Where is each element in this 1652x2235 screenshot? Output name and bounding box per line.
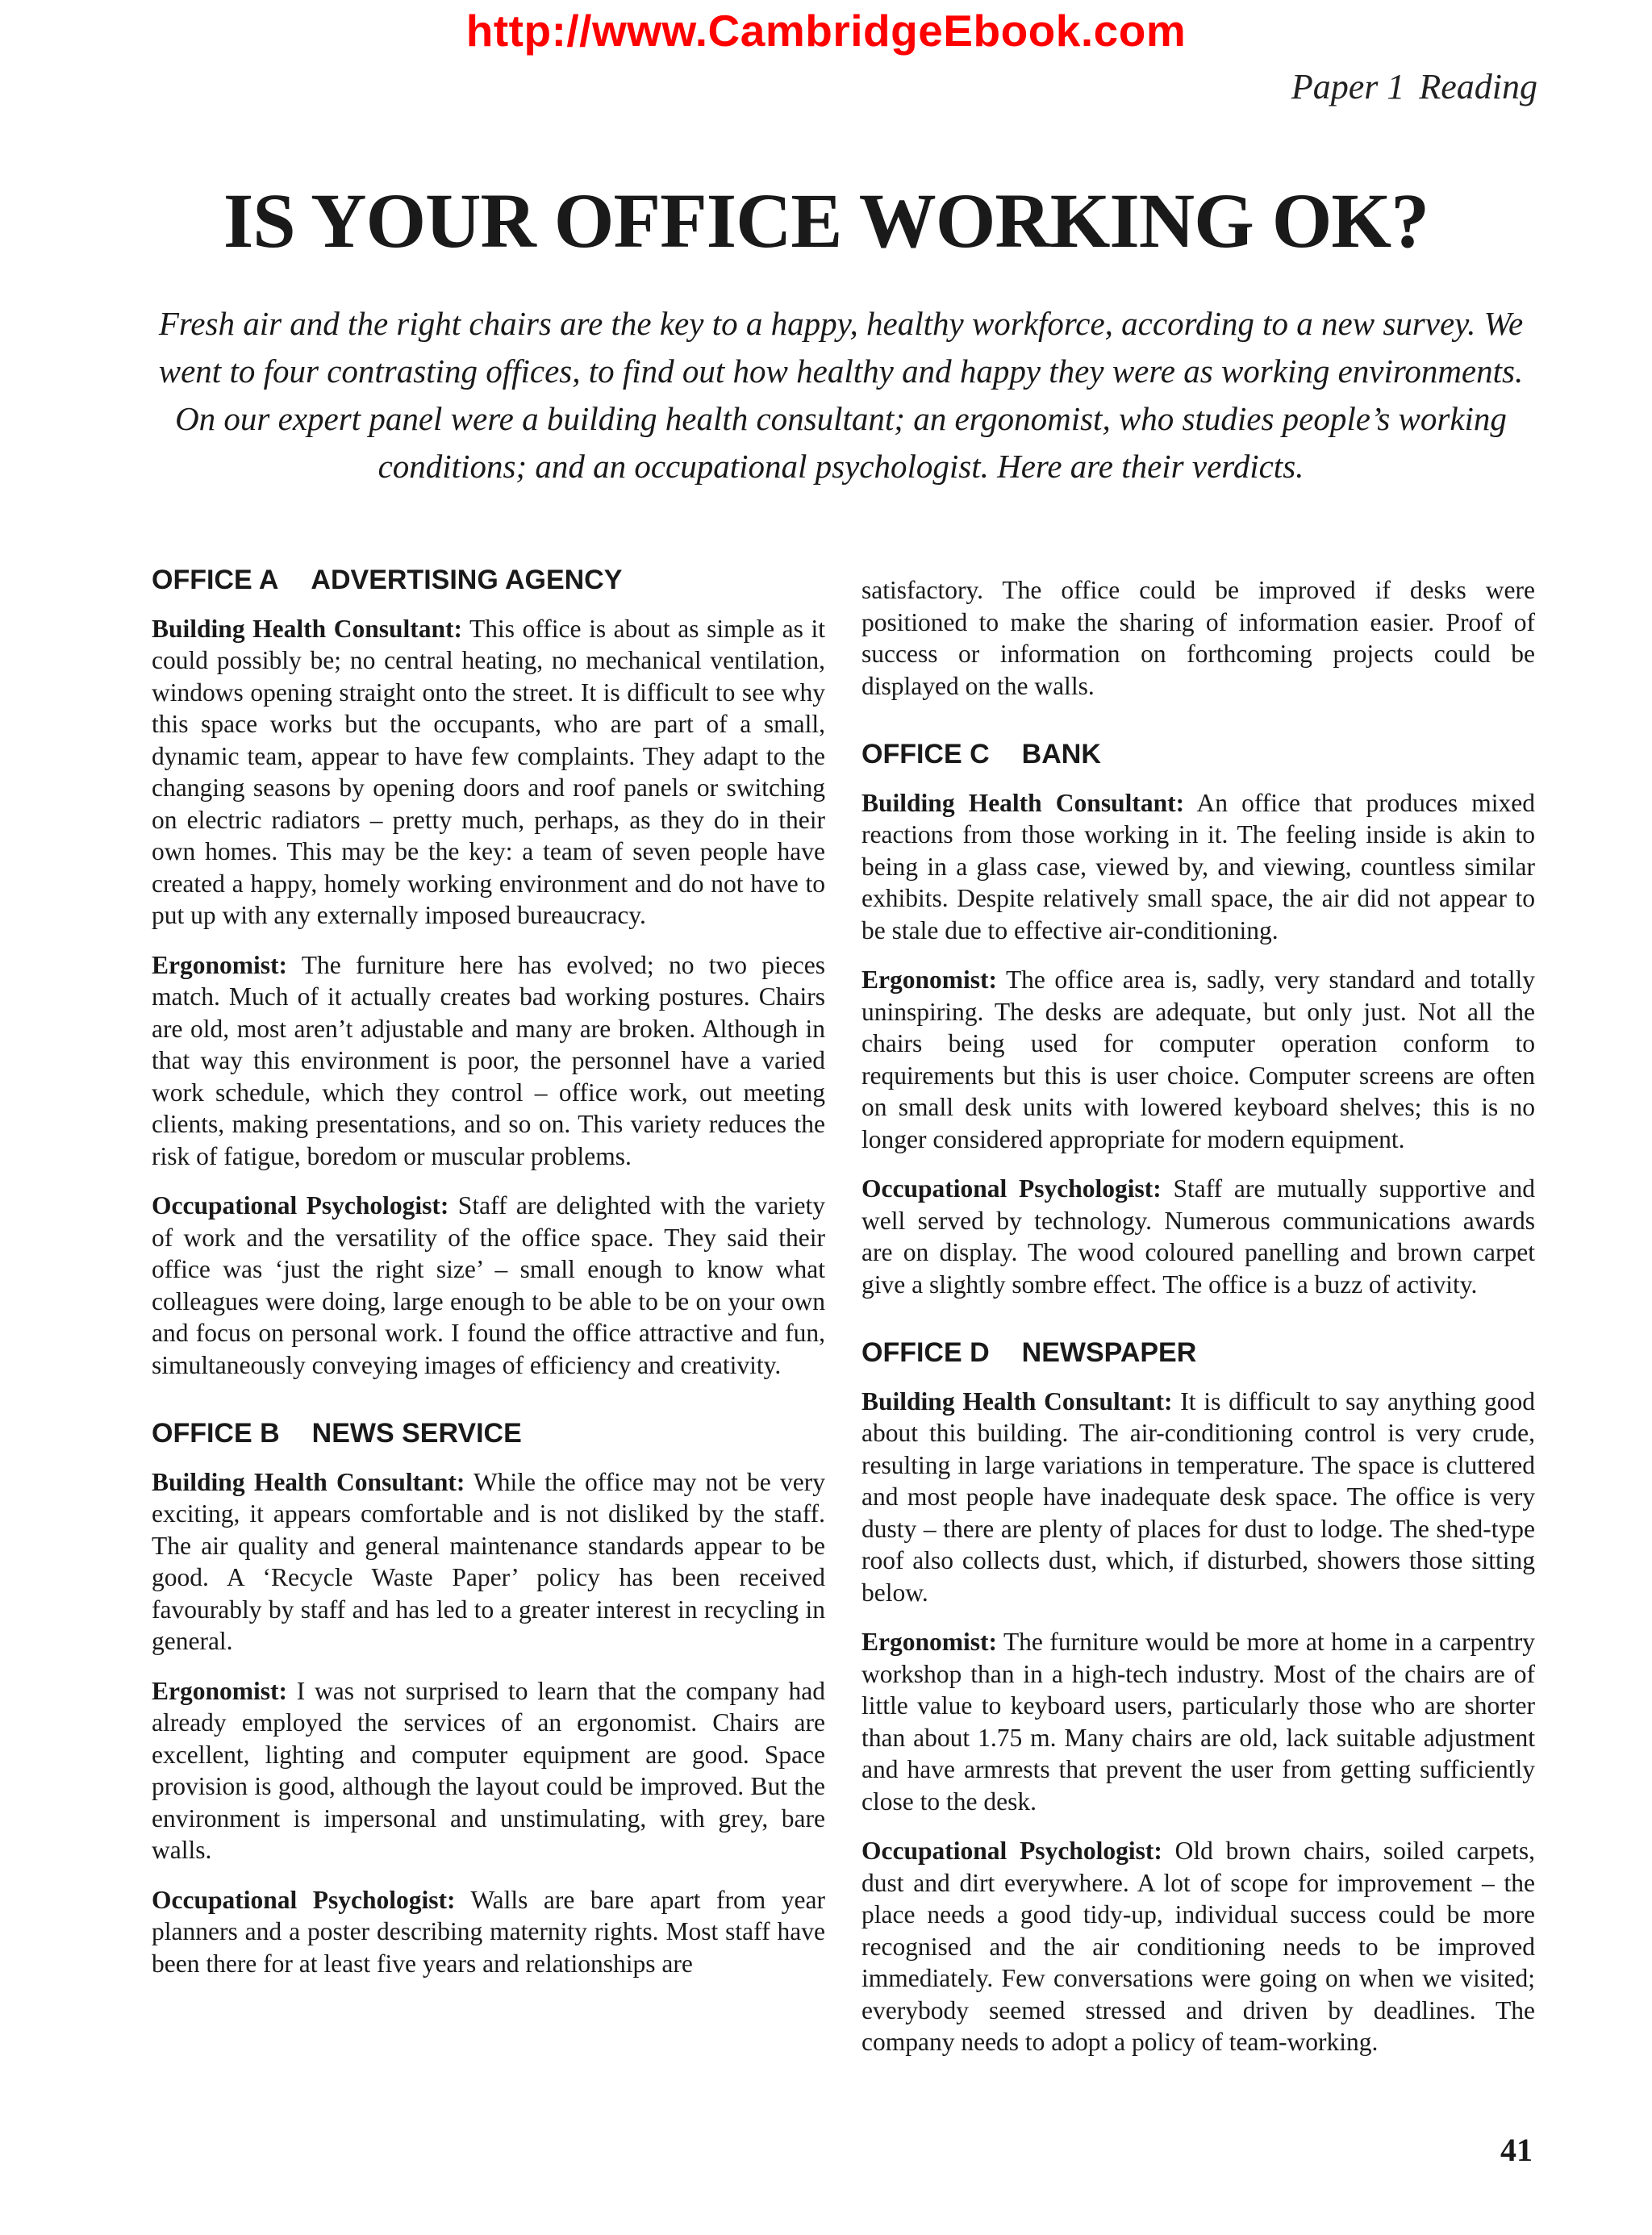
office-b-heading <box>152 1418 825 1450</box>
office-b-psy-para-cont: satisfactory. The office could be improved if desks were positioned to make the sharing of information easier. Proof of success or information on forthcoming projects could be displayed on the walls. <box>861 576 1535 700</box>
office-d-bhc-para <box>861 1386 1535 1609</box>
speaker-label: Building Health Consultant: <box>861 788 1185 817</box>
office-d-section <box>861 1337 1535 2058</box>
para-text: Walls are bare apart from year planners and a poster describing maternity rights. Most staff have been there for at least five years and relationships are <box>152 1885 825 1978</box>
office-b-psy-para <box>152 1884 825 1980</box>
para-text: I was not surprised to learn that the company had already employed the services of an ergonomist. Chairs are excellent, lighting and computer equipment are good. Space provision is good, although the layout could be improved. But the environment is impersonal and unstimulating, with grey, bare walls. <box>152 1676 826 1864</box>
office-b-name: NEWS SERVICE <box>311 1418 522 1449</box>
office-c-erg-para <box>861 964 1535 1155</box>
speaker-label: Ergonomist: <box>152 1676 287 1705</box>
para-text: The furniture would be more at home in a carpentry workshop than in a high-tech industry. Most of the chairs are of little value to keyboard users, particularly those who are shorter than about 1.75 m. Many chairs are old, lack suitable adjustment and have armrests that prevent the user from getting sufficiently close to the desk. <box>861 1628 1535 1816</box>
left-column <box>152 565 825 2016</box>
right-column <box>861 574 1535 2095</box>
speaker-label: Building Health Consultant: <box>152 1467 465 1496</box>
running-header <box>1277 66 1537 107</box>
office-a-psy-para <box>152 1190 825 1381</box>
office-a-bhc-para <box>152 613 825 932</box>
office-b-bhc-para <box>152 1466 825 1657</box>
office-c-name: BANK <box>1021 739 1101 769</box>
speaker-label: Occupational Psychologist: <box>861 1174 1162 1203</box>
office-b-continued <box>861 574 1535 702</box>
office-d-label: OFFICE D <box>861 1337 990 1368</box>
office-b-erg-para <box>152 1675 825 1866</box>
office-b-section <box>152 1418 825 1979</box>
speaker-label: Ergonomist: <box>861 965 997 994</box>
speaker-label: Occupational Psychologist: <box>861 1837 1162 1865</box>
para-text: This office is about as simple as it could possibly be; no central heating, no mechanical ventilation, windows opening straight onto the street. It is difficult to see why this space works but the occupants, who are part of a small, dynamic team, appear to have few complaints. They adapt to the changing seasons by opening doors and roof panels or switching on electric radiators – pretty much, perhaps, as they do in their own homes. This may be the key: a team of seven people have created a happy, homely working environment and do not have to put up with any externally imposed bureaucracy. <box>152 614 825 929</box>
para-text: While the office may not be very exciting, it appears comfortable and is not disliked by the staff. The air quality and general maintenance standards appear to be good. A ‘Recycle Waste Paper’ policy has been received favourably by staff and has led to a greater interest in recycling in general. <box>152 1467 825 1655</box>
para-text: It is difficult to say anything good about this building. The air-conditioning control is very crude, resulting in large variations in temperature. The space is cluttered and most people have inadequate desk space. The office is very dusty – there are plenty of places for dust to lodge. The shed-type roof also collects dust, which, if disturbed, showers those sitting below. <box>861 1386 1535 1607</box>
para-text: Old brown chairs, soiled carpets, dust and dirt everywhere. A lot of scope for improvement – the place needs a good tidy-up, individual success could be more recognised and the air conditioning needs to be improved immediately. Few conversations were going on when we visited; everybody seemed stressed and driven by deadlines. The company needs to adopt a policy of team-working. <box>861 1837 1535 2056</box>
watermark-url: http://www.CambridgeEbook.com <box>465 6 1187 56</box>
speaker-label: Building Health Consultant: <box>861 1386 1173 1416</box>
article-intro: Fresh air and the right chairs are the key to a happy, healthy workforce, according to a new survey. We went to four contrasting offices, to find out how healthy and happy they were as working environments. On our expert panel were a building health consultant; an ergonomist, who studies people’s working conditions; and an occupational psychologist. Here are their verdicts. <box>158 305 1524 485</box>
office-a-name: ADVERTISING AGENCY <box>311 565 623 595</box>
office-c-bhc-para <box>861 787 1535 947</box>
article-title: IS YOUR OFFICE WORKING OK? <box>223 177 1429 264</box>
speaker-label: Occupational Psychologist: <box>152 1191 449 1220</box>
para-text: The furniture here has evolved; no two pieces match. Much of it actually creates bad working postures. Chairs are old, most aren’t adjustable and many are broken. Although in that way this environment is poor, the personnel have a varied work schedule, which they control – office work, out meeting clients, making presentations, and so on. This variety reduces the risk of fatigue, boredom or muscular problems. <box>152 950 825 1170</box>
office-d-erg-para <box>861 1626 1535 1817</box>
office-d-heading <box>861 1337 1535 1370</box>
para-text: Staff are delighted with the variety of work and the versatility of the office space. They said their office was ‘just the right size’ – small enough to know what colleagues were doing, large enough to be able to be on your own and focus on personal work. I found the office attractive and fun, simultaneously conveying images of efficiency and creativity. <box>152 1191 825 1379</box>
header-paper: Paper 1 <box>1291 67 1405 106</box>
office-d-name: NEWSPAPER <box>1021 1337 1197 1368</box>
page-number: 41 <box>1500 2132 1533 2168</box>
office-b-label: OFFICE B <box>152 1418 280 1449</box>
office-c-heading <box>861 739 1535 771</box>
para-text: The office area is, sadly, very standard and totally uninspiring. The desks are adequate, but only just. Not all the chairs being used for computer operation conform to requirements but this is user choice. Computer screens are often on small desk units with lowered keyboard shelves; this is no longer considered appropriate for modern equipment. <box>861 965 1536 1153</box>
office-d-psy-para <box>861 1835 1535 2058</box>
speaker-label: Ergonomist: <box>861 1628 997 1656</box>
office-a-section <box>152 565 825 1381</box>
header-section: Reading <box>1419 67 1537 106</box>
office-c-section <box>861 739 1535 1300</box>
speaker-label: Occupational Psychologist: <box>152 1885 456 1914</box>
speaker-label: Ergonomist: <box>152 950 287 979</box>
office-c-label: OFFICE C <box>861 739 990 769</box>
para-text: An office that produces mixed reactions from those working in it. The feeling inside is akin to being in a glass case, viewed by, and viewing, countless similar exhibits. Despite relatively small space, the air did not appear to be stale due to effective air-conditioning. <box>861 788 1536 944</box>
office-a-label: OFFICE A <box>152 565 279 595</box>
office-c-psy-para <box>861 1173 1535 1300</box>
para-text: Staff are mutually supportive and well served by technology. Numerous communications awards are on display. The wood coloured panelling and brown carpet give a slightly sombre effect. The office is a buzz of activity. <box>861 1174 1535 1299</box>
speaker-label: Building Health Consultant: <box>152 614 463 643</box>
office-a-erg-para <box>152 949 825 1173</box>
office-a-heading <box>152 565 825 597</box>
